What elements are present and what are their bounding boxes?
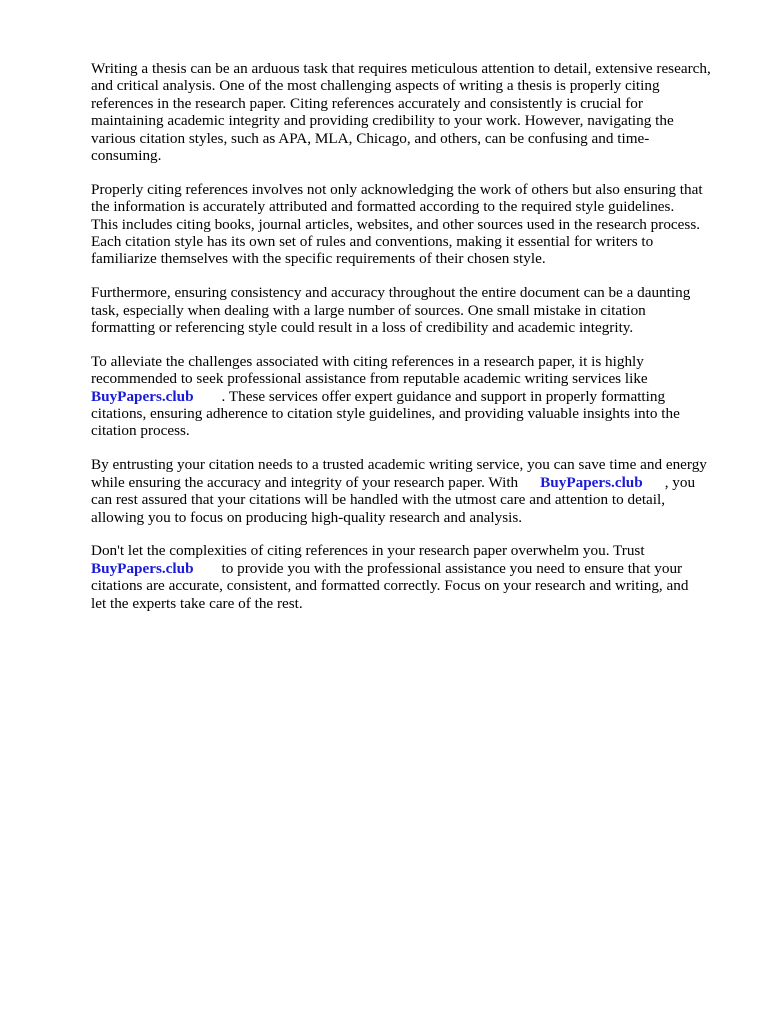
paragraph-alleviate [91, 353, 731, 440]
text-line: familiarize themselves with the specific requirements of their chosen style. [91, 250, 546, 268]
text-line: citations, ensuring adherence to citation style guidelines, and providing valuable insights into the [91, 405, 680, 423]
paragraph-citing [91, 181, 731, 268]
text-line: Furthermore, ensuring consistency and accuracy throughout the entire document can be a daunting [91, 284, 691, 302]
text-line: maintaining academic integrity and providing credibility to your work. However, navigating the [91, 112, 674, 130]
text-line: consuming. [91, 147, 162, 165]
text-line: citations are accurate, consistent, and formatted correctly. Focus on your research and writing, and [91, 577, 689, 595]
text-line: citation process. [91, 422, 190, 440]
text-fragment: , you [664, 473, 696, 491]
text-fragment: while ensuring the accuracy and integrity of your research paper. With [91, 473, 519, 491]
paragraph-consistency [91, 284, 731, 336]
paragraph-trust [91, 542, 731, 612]
text-line: formatting or referencing style could result in a loss of credibility and academic integrity. [91, 319, 634, 337]
buypapers-link[interactable]: BuyPapers.club [540, 473, 643, 491]
text-line: can rest assured that your citations will be handled with the utmost care and attention to detail, [91, 491, 666, 509]
text-line: By entrusting your citation needs to a trusted academic writing service, you can save time and energy [91, 456, 707, 474]
text-line: allowing you to focus on producing high-quality research and analysis. [91, 508, 523, 526]
paragraph-intro [91, 60, 731, 164]
buypapers-link[interactable]: BuyPapers.club [91, 387, 194, 405]
text-line [91, 474, 731, 491]
text-line: This includes citing books, journal articles, websites, and other sources used in the research process. [91, 215, 701, 233]
document-page [91, 60, 731, 628]
text-line: let the experts take care of the rest. [91, 594, 303, 612]
text-line: Properly citing references involves not only acknowledging the work of others but also ensuring that [91, 180, 703, 198]
text-line: Writing a thesis can be an arduous task that requires meticulous attention to detail, extensive research, [91, 60, 711, 77]
text-line: recommended to seek professional assistance from reputable academic writing services like [91, 370, 648, 388]
text-line [91, 388, 731, 405]
text-line: Each citation style has its own set of rules and conventions, making it essential for writers to [91, 233, 654, 251]
text-fragment: . These services offer expert guidance and support in properly formatting [221, 387, 666, 405]
text-line: the information is accurately attributed and formatted according to the required style guidelines. [91, 198, 675, 216]
text-line [91, 560, 731, 577]
text-line: To alleviate the challenges associated with citing references in a research paper, it is highly [91, 352, 644, 370]
text-line: various citation styles, such as APA, MLA, Chicago, and others, can be confusing and time- [91, 129, 650, 147]
text-line: Don't let the complexities of citing references in your research paper overwhelm you. Trust [91, 542, 645, 560]
text-fragment: to provide you with the professional assistance you need to ensure that your [221, 559, 683, 577]
buypapers-link[interactable]: BuyPapers.club [91, 559, 194, 577]
text-line: task, especially when dealing with a large number of sources. One small mistake in citation [91, 301, 646, 319]
text-line: and critical analysis. One of the most challenging aspects of writing a thesis is properly citing [91, 77, 660, 95]
text-line: references in the research paper. Citing references accurately and consistently is crucial for [91, 94, 643, 112]
paragraph-entrusting [91, 456, 731, 526]
